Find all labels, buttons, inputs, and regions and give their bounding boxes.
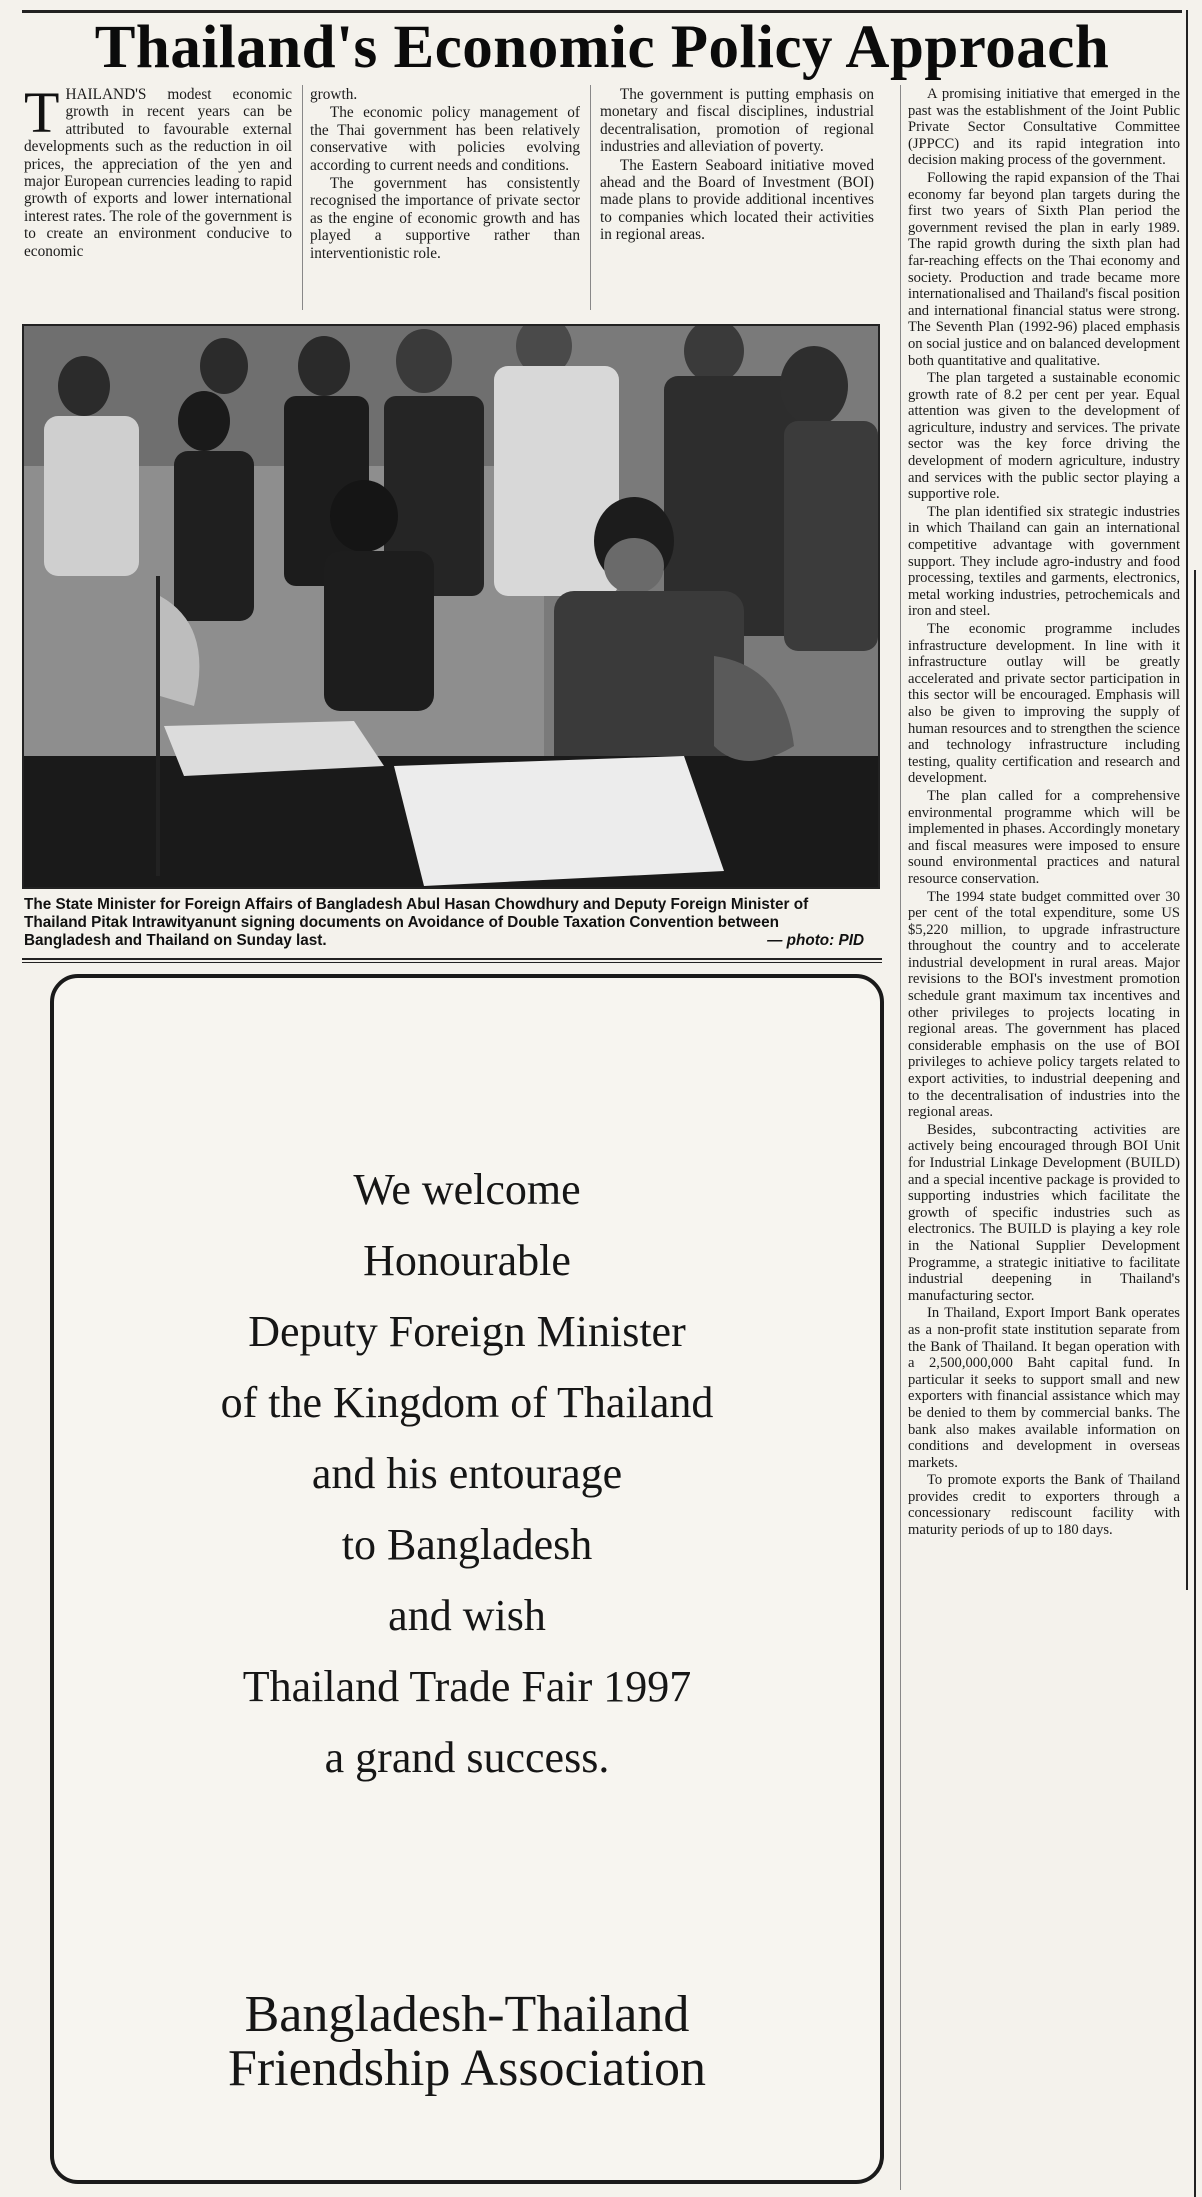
page-edge-rule [1186,10,1188,1590]
ad-line: Deputy Foreign Minister [248,1307,686,1356]
advertisement-box [50,974,884,2184]
paragraph: The government has consistently recognised the importance of private sector as the engine of economic growth and has played a supportive rather than interventionistic role. [310,175,580,262]
paragraph: The government is putting emphasis on monetary and fiscal disciplines, industrial decentralisation, promotion of regional industries and alleviation of poverty. [600,86,874,156]
ad-line: Thailand Trade Fair 1997 [242,1662,692,1711]
column-separator [302,85,303,310]
paragraph: The plan identified six strategic industries in which Thailand can gain an international competitive advantage with government support. They include agro-industry and food processing, textiles and garments, electronics, metal working industries, petrochemicals and iron and steel. [908,503,1180,620]
paragraph: A promising initiative that emerged in the past was the establishment of the Joint Public Private Sector Consultative Committee (JPPCC) and its rapid integration into decision making process of the government. [908,86,1180,169]
headline: Thailand's Economic Policy Approach [94,14,1110,81]
advertisement-sponsor [54,1988,880,2096]
paragraph: The Eastern Seaboard initiative moved ahead and the Board of Investment (BOI) made plans to provide additional incentives to companies which located their activities in regional areas. [600,156,874,244]
paragraph: The economic policy management of the Thai government has been relatively conservative with policies evolving according to current needs and conditions. [310,104,580,174]
paragraph: In Thailand, Export Import Bank operates as a non-profit state institution separate from the Bank of Thailand. It began operation with a 2,500,000,000 Baht capital fund. In particular it seeks to support small and new exporters with financial assistance which may be denied to them by commercial banks. The bank also makes available information on conditions and development in overseas markets. [908,1305,1180,1471]
article-column-3 [600,86,874,312]
advertisement-message [54,1154,880,1793]
article-column-4 [908,86,1180,2190]
ad-line: We welcome [353,1165,581,1214]
caption-text: The State Minister for Foreign Affairs of Bangladesh Abul Hasan Chowdhury and Deputy Foreign Minister of Thailand Pitak Intrawityanunt signing documents on Avoidance of Double Taxation Convention between Bangladesh and Thailand on Sunday last. [24,896,809,949]
paragraph: Following the rapid expansion of the Thai economy far beyond plan targets during the first two years of Sixth Plan period the government revised the plan in early 1989. The rapid growth during the sixth plan had far-reaching effects on the Thai economy and society. Production and trade became more internationalised and Thailand's fiscal position and international financial status were strong. The Seventh Plan (1992-96) placed emphasis on social justice and on balanced development both quantitative and qualitative. [908,169,1180,369]
paragraph: To promote exports the Bank of Thailand provides credit to exporters through a concessionary rediscount facility with maturity periods of up to 180 days. [908,1472,1180,1539]
caption-rule [22,958,882,960]
drop-cap: T [24,86,60,145]
photo-credit: — photo: PID [767,932,864,949]
paragraph: The plan targeted a sustainable economic growth rate of 8.2 per cent per year. Equal attention was given to the development of agriculture, industry and services. The private sector was the key force driving the development of modern agriculture, industry and services with the public sector playing a supportive role. [908,370,1180,503]
caption-rule [22,962,882,963]
column-separator [900,85,901,2190]
paragraph: growth. [310,86,358,103]
photo-illustration [24,326,878,887]
paragraph: The 1994 state budget committed over 30 per cent of the total expenditure, some US $5,220 million, to upgrade infrastructure throughout the country and to accelerate industrial development in rural areas. Major revisions to the BOI's investment promotion schedule grant maximum tax incentives and other privileges to projects locating in regional areas. The government has placed considerable emphasis on the use of BOI privileges to achieve policy targets related to export activities, to industrial deepening and to the decentralisation of industries into the regional areas. [908,888,1180,1121]
ad-line: of the Kingdom of Thailand [220,1378,714,1427]
column-separator [590,85,591,310]
sponsor-line: Friendship Association [227,2040,707,2097]
ad-line: and wish [388,1591,546,1640]
article-column-1 [24,86,292,312]
ad-line: to Bangladesh [341,1520,593,1569]
page-edge-rule [1194,570,1200,2197]
article-column-2 [310,86,580,312]
ad-line: a grand success. [324,1733,610,1782]
photo-caption [24,896,864,950]
paragraph: Besides, subcontracting activities are actively being encouraged through BOI Unit for Industrial Linkage Development (BUILD) and a special incentive package is provided to supporting industries which facilitate the growth of specific industries such as electronics. The BUILD is playing a key role in the National Supplier Development Programme, a strategic initiative to facilitate industrial deepening in Thailand's manufacturing sector. [908,1121,1180,1304]
ad-line: and his entourage [311,1449,623,1498]
sponsor-line: Bangladesh-Thailand [244,1986,690,2043]
paragraph: The economic programme includes infrastructure development. In line with it infrastructure outlay will be greatly accelerated and private sector participation in this sector will be encouraged. Emphasis will also be given to improving the supply of human resources and to strengthen the science and technology infrastructure including testing, quality certification and research and development. [908,621,1180,787]
news-photo [22,324,880,889]
paragraph: HAILAND'S modest economic growth in recent years can be attributed to favourable external developments such as the reduction in oil prices, the appreciation of the yen and major European currencies leading to rapid growth of exports and lower international interest rates. The role of the government is to create an environment conducive to economic [24,86,292,260]
paragraph: The plan called for a comprehensive environmental programme which will be implemented in phases. Accordingly monetary and fiscal measures were imposed to ensure sound environmental practices and natural resource conservation. [908,787,1180,887]
ad-line: Honourable [363,1236,571,1285]
